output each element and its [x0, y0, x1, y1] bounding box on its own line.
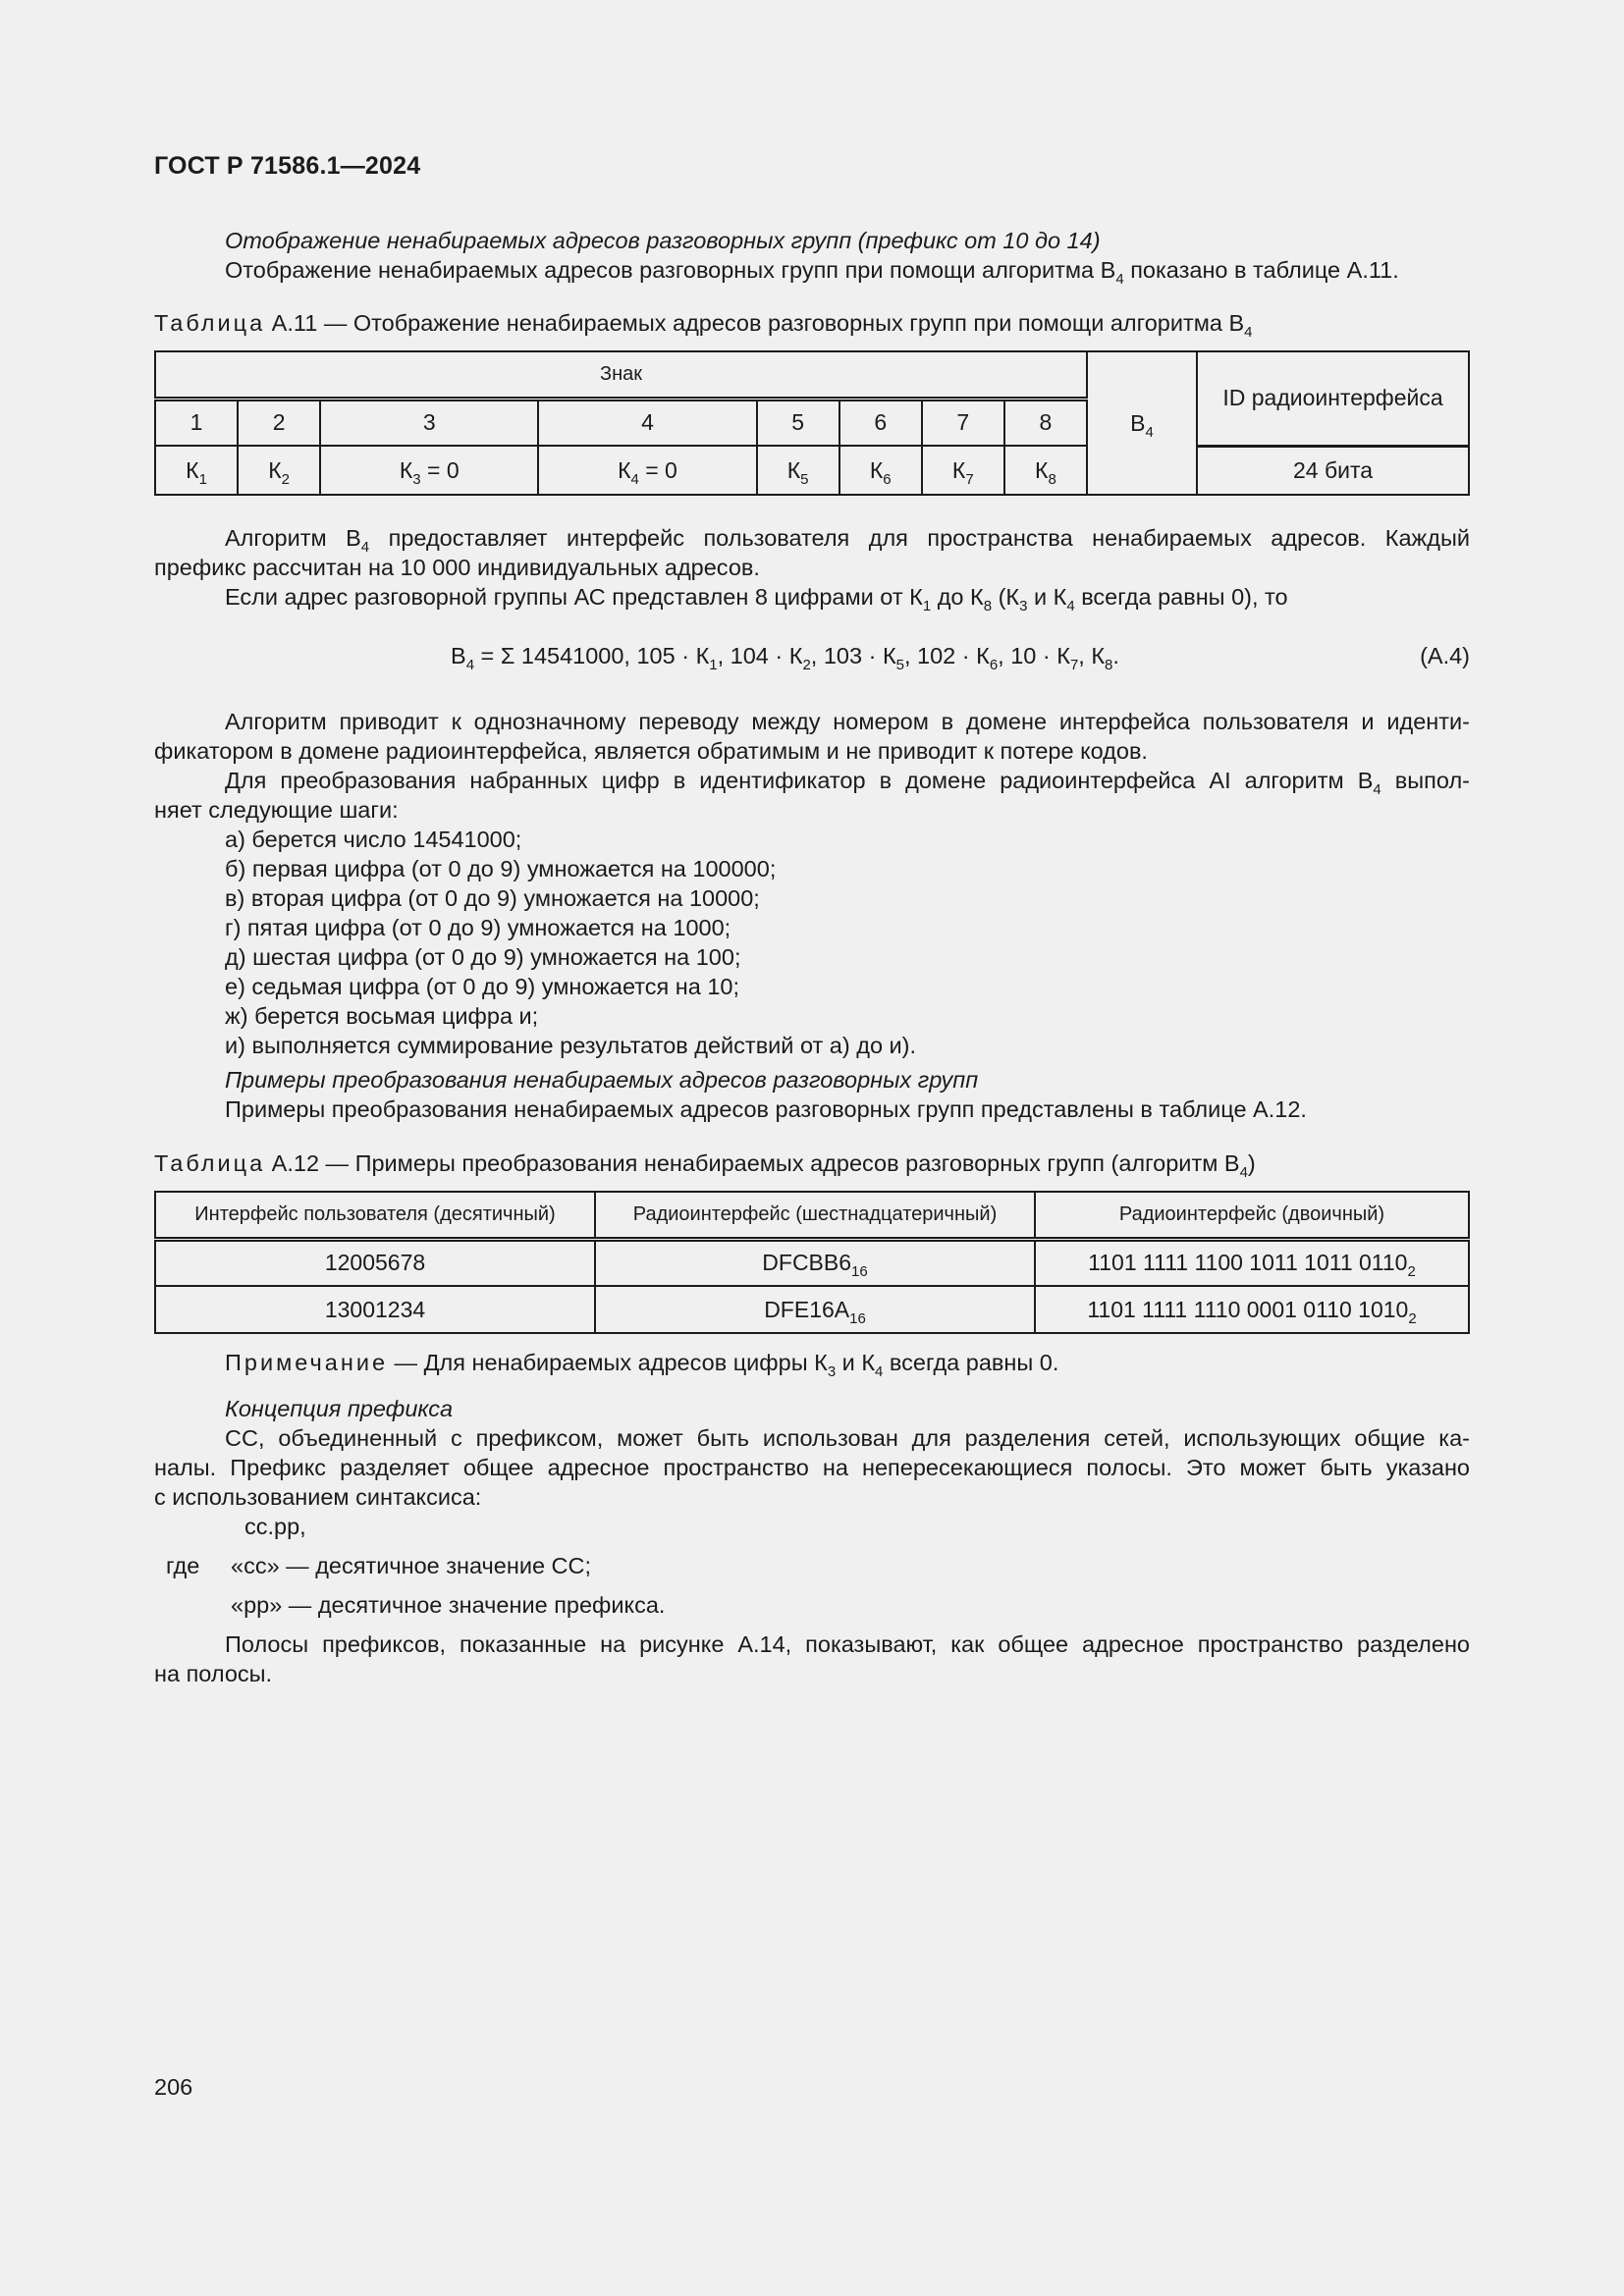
col-1: 1 — [155, 399, 238, 446]
step-item: д) шестая цифра (от 0 до 9) умножается на 100; — [225, 944, 741, 970]
col-8: 8 — [1004, 399, 1087, 446]
section2-text: Примеры преобразования ненабираемых адресов разговорных групп представлены в таблице А.12. — [225, 1096, 1307, 1122]
table12-note: Примечание — Для ненабираемых адресов цифры $К_3$ и $К_4$ всегда равны 0. — [225, 1350, 1059, 1380]
step-item: и) выполняется суммирование результатов действий от а) до и). — [225, 1033, 917, 1058]
cell-binary: 1101 1111 1110 0001 0110 $1010_2$ — [1035, 1286, 1469, 1333]
header-decimal: Интерфейс пользователя (десятичный) — [155, 1192, 595, 1239]
table-row — [155, 1239, 1469, 1286]
para3-line3: Для преобразования набранных цифр в идентификатор в домене радиоинтерфейса AI алгоритм $В_4$ выпол- — [225, 768, 1470, 798]
k-cell-6: $К_6$ — [839, 446, 922, 495]
cell-hex: $DFE16A_{16}$ — [595, 1286, 1035, 1333]
table11-caption: Таблица А.11 — Отображение ненабираемых адресов разговорных групп при помощи алгоритма $В_4$ — [154, 310, 1253, 341]
header-binary: Радиоинтерфейс (двоичный) — [1035, 1192, 1469, 1239]
where-label: где — [166, 1553, 200, 1578]
section3-line2: налы. Префикс разделяет общее адресное пространство на непересекающиеся полосы. Это может быть указано — [154, 1455, 1470, 1480]
para3-line1: Алгоритм приводит к однозначному переводу между номером в домене интерфейса пользователя и иденти- — [225, 709, 1470, 734]
para2-line1: Алгоритм $В_4$ предоставляет интерфейс пользователя для пространства ненабираемых адресов. Каждый — [225, 525, 1470, 556]
header-radio-id: ID радиоинтерфейса — [1197, 351, 1469, 446]
para2-line2: префикс рассчитан на 10 000 индивидуальных адресов. — [154, 555, 760, 580]
table-row — [155, 1286, 1469, 1333]
header-sign: Знак — [155, 351, 1087, 399]
definition-cc: «cc» — десятичное значение СС; — [231, 1553, 592, 1578]
col-2: 2 — [238, 399, 320, 446]
table12-caption: Таблица А.12 — Примеры преобразования ненабираемых адресов разговорных групп (алгоритм $В_4$) — [154, 1150, 1256, 1181]
cell-decimal: 12005678 — [155, 1239, 595, 1286]
cell-hex: $DFCBB6_{16}$ — [595, 1239, 1035, 1286]
section-heading-nondial: Отображение ненабираемых адресов разговорных групп (префикс от 10 до 14) — [225, 228, 1101, 253]
step-item: б) первая цифра (от 0 до 9) умножается на 100000; — [225, 856, 777, 881]
col-5: 5 — [757, 399, 839, 446]
col-4: 4 — [538, 399, 756, 446]
document-header: ГОСТ Р 71586.1—2024 — [154, 152, 421, 180]
step-item: в) вторая цифра (от 0 до 9) умножается на 10000; — [225, 885, 760, 911]
syntax-example: cc.pp, — [244, 1514, 306, 1539]
k-cell-8: $К_8$ — [1004, 446, 1087, 495]
para3-line4: няет следующие шаги: — [154, 797, 399, 823]
table-a12 — [154, 1191, 1470, 1334]
section3-line5: на полосы. — [154, 1661, 273, 1686]
para2-line3: Если адрес разговорной группы АС представлен 8 цифрами от $К_1$ до $К_8$ ($К_3$ и $К_4$ всегда равны 0), то — [225, 584, 1288, 614]
section1-text: Отображение ненабираемых адресов разговорных групп при помощи алгоритма $В_4$ показано в таблице А.11. — [225, 257, 1399, 288]
formula-number: (А.4) — [1420, 643, 1470, 668]
id-value: 24 бита — [1197, 446, 1469, 495]
k-cell-5: $К_5$ — [757, 446, 839, 495]
k-cell-2: $К_2$ — [238, 446, 320, 495]
page-number: 206 — [154, 2074, 193, 2100]
section3-line3: с использованием синтаксиса: — [154, 1484, 482, 1510]
section-heading-examples: Примеры преобразования ненабираемых адресов разговорных групп — [225, 1067, 979, 1093]
para3-line2: фикатором в домене радиоинтерфейса, является обратимым и не приводит к потере кодов. — [154, 738, 1148, 764]
formula-a4: $В_4 = \Sigma$ 14541000, $105 \cdot К_1$, $104 \cdot К_2$, $103 \cdot К_5$, $102 \cdot К_6$, $10 \cdot К_7$, $К_8$. — [451, 643, 1119, 673]
k-cell-4: $К_4 = 0$ — [538, 446, 756, 495]
step-item: е) седьмая цифра (от 0 до 9) умножается на 10; — [225, 974, 740, 999]
col-3: 3 — [320, 399, 538, 446]
cell-binary: 1101 1111 1100 1011 1011 $0110_2$ — [1035, 1239, 1469, 1286]
section3-line4: Полосы префиксов, показанные на рисунке А.14, показывают, как общее адресное пространство разделено — [225, 1631, 1470, 1657]
col-6: 6 — [839, 399, 922, 446]
k-cell-7: $К_7$ — [922, 446, 1004, 495]
section3-line1: СС, объединенный с префиксом, может быть использован для разделения сетей, использующих общие ка- — [225, 1425, 1470, 1451]
header-hex: Радиоинтерфейс (шестнадцатеричный) — [595, 1192, 1035, 1239]
k-cell-1: $К_1$ — [155, 446, 238, 495]
step-item: а) берется число 14541000; — [225, 827, 522, 852]
k-cell-3: $К_3 = 0$ — [320, 446, 538, 495]
col-7: 7 — [922, 399, 1004, 446]
header-b4: $В_4$ — [1087, 351, 1197, 495]
step-item: ж) берется восьмая цифра и; — [225, 1003, 539, 1029]
step-item: г) пятая цифра (от 0 до 9) умножается на 1000; — [225, 915, 731, 940]
table-a11 — [154, 350, 1470, 496]
cell-decimal: 13001234 — [155, 1286, 595, 1333]
section-heading-prefix: Концепция префикса — [225, 1396, 454, 1421]
definition-pp: «pp» — десятичное значение префикса. — [231, 1592, 666, 1618]
